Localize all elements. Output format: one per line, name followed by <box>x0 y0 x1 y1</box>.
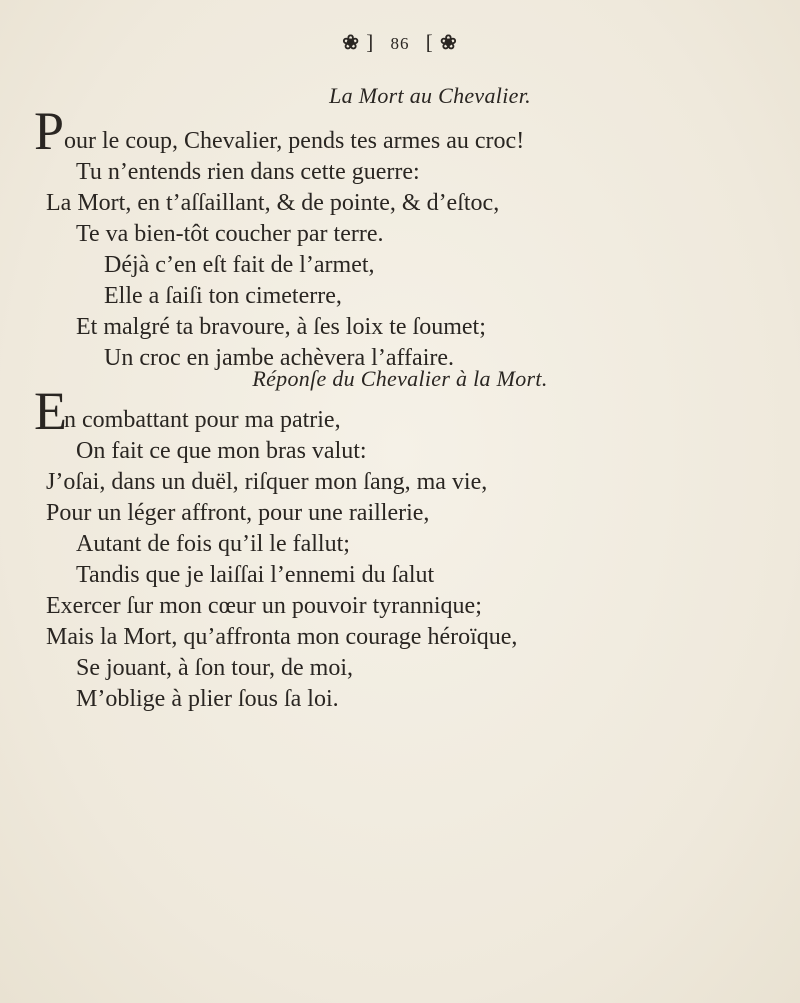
poem2-line-10: M’oblige à plier ſous ſa loi. <box>76 686 339 712</box>
right-bracket: [ <box>425 30 434 54</box>
poem2-title: Réponſe du Chevalier à la Mort. <box>252 366 548 391</box>
poem2-dropcap: E <box>34 381 67 441</box>
poem2-line-1: n combattant pour ma patrie, <box>64 407 341 433</box>
poem2-line-9: Se jouant, à ſon tour, de moi, <box>76 655 353 681</box>
poem1-line-7: Et malgré ta bravoure, à ſes loix te ſoumet; <box>76 314 486 340</box>
poem1-dropcap: P <box>34 101 65 161</box>
poem1-line-1: our le coup, Chevalier, pends tes armes au croc! <box>64 128 525 154</box>
left-ornament-icon: ❀ <box>342 32 360 54</box>
poem2-line-3: J’oſai, dans un duël, riſquer mon ſang, ma vie, <box>46 469 488 495</box>
poem1-line-8: Un croc en jambe achèvera l’affaire. <box>104 345 455 371</box>
poem2-line-5: Autant de fois qu’il le fallut; <box>76 531 350 557</box>
poem1-line-6: Elle a ſaiſi ton cimeterre, <box>104 283 342 309</box>
poem1-line-2: Tu n’entends rien dans cette guerre: <box>76 159 420 185</box>
poem2-line-6: Tandis que je laiſſai l’ennemi du ſalut <box>76 562 435 588</box>
poem2-line-4: Pour un léger affront, pour une raillerie, <box>46 500 430 526</box>
poem2-line-8: Mais la Mort, qu’affronta mon courage héroïque, <box>46 624 518 650</box>
running-header <box>0 30 800 55</box>
left-bracket: ] <box>366 30 375 54</box>
poem1-line-3: La Mort, en t’aſſaillant, & de pointe, & d’eſtoc, <box>46 190 500 216</box>
page-number: 86 <box>390 34 410 53</box>
poem1-line-4: Te va bien-tôt coucher par terre. <box>76 221 384 247</box>
poem1-line-5: Déjà c’en eſt fait de l’armet, <box>104 252 375 278</box>
poem2-line-7: Exercer ſur mon cœur un pouvoir tyrannique; <box>46 593 482 619</box>
poem1-title: La Mort au Chevalier. <box>329 83 531 108</box>
right-ornament-icon: ❀ <box>440 32 458 54</box>
poem2-line-2: On fait ce que mon bras valut: <box>76 438 367 464</box>
